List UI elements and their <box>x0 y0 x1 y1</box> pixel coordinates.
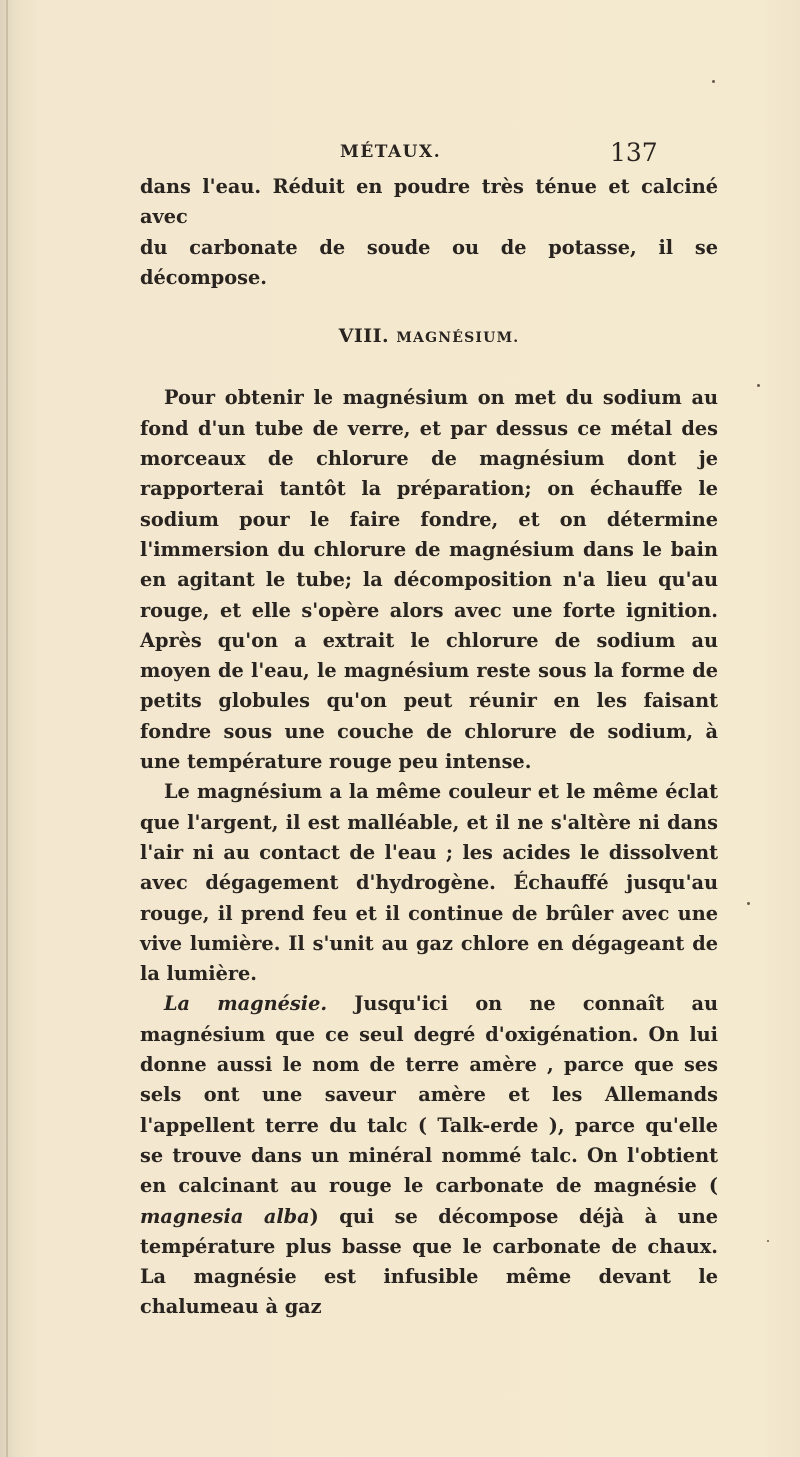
page-number: 137 <box>610 138 658 167</box>
paper-speck <box>757 384 760 387</box>
binding-edge <box>6 0 8 1457</box>
latin-term: magnesia alba <box>140 1204 310 1228</box>
paper-speck <box>767 1240 769 1242</box>
paragraph-magnesie <box>140 989 718 1322</box>
paragraph-preparation: Pour obtenir le magnésium on met du sodium au fond d'un tube de verre, et par dessus ce métal des morceaux de chlorure de magnésium dont je rapporterai tantôt la préparation; on échauffe le sodium pour le faire fondre, et on détermine l'immersion du chlorure de magnésium dans le bain en agitant le tube; la décomposition n'a lieu qu'au rouge, et elle s'opère alors avec une forte ignition. Après qu'on a extrait le chlorure de sodium au moyen de l'eau, le magnésium reste sous la forme de petits globules qu'on peut réunir en les faisant fondre sous une couche de chlorure de sodium, à une température rouge peu intense. <box>140 386 718 774</box>
section-heading <box>140 321 718 353</box>
magnesie-text-b: ) qui se décompose déjà à une température plus basse que le carbonate de chaux. La magnésie est infusible même devant le chalumeau à gaz <box>140 1204 718 1319</box>
paper-speck <box>747 902 750 905</box>
term-magnesie: La magnésie. <box>164 992 328 1016</box>
body-text <box>140 172 718 1323</box>
running-title: MÉTAUX. <box>340 142 442 162</box>
section-name: MAGNÉSIUM. <box>396 330 520 347</box>
continued-line-2: du carbonate de soude ou de potasse, il se décompose. <box>140 235 718 289</box>
section-number: VIII. <box>338 325 390 348</box>
paragraph-properties: Le magnésium a la même couleur et le même éclat que l'argent, il est malléable, et il ne s'altère ni dans l'air ni au contact de l'eau ; les acides le dissolvent avec dégagement d'hydrogène. Échauffé jusqu'au rouge, il prend feu et il continue de brûler avec une vive lumière. Il s'unit au gaz chlore en dégageant de la lumière. <box>140 780 718 986</box>
continued-line-1: dans l'eau. Réduit en poudre très ténue et calciné avec <box>140 175 718 229</box>
paper-speck <box>712 80 715 83</box>
page-header <box>0 138 800 168</box>
magnesie-text-a: Jusqu'ici on ne connaît au magnésium que ce seul degré d'oxigénation. On lui donne aussi le nom de terre amère , parce que ses sels ont une saveur amère et les Allemands l'appellent terre du talc ( Talk-erde ), parce qu'elle se trouve dans un minéral nommé talc. On l'obtient en calcinant au rouge le carbonate de magnésie ( <box>140 992 718 1198</box>
